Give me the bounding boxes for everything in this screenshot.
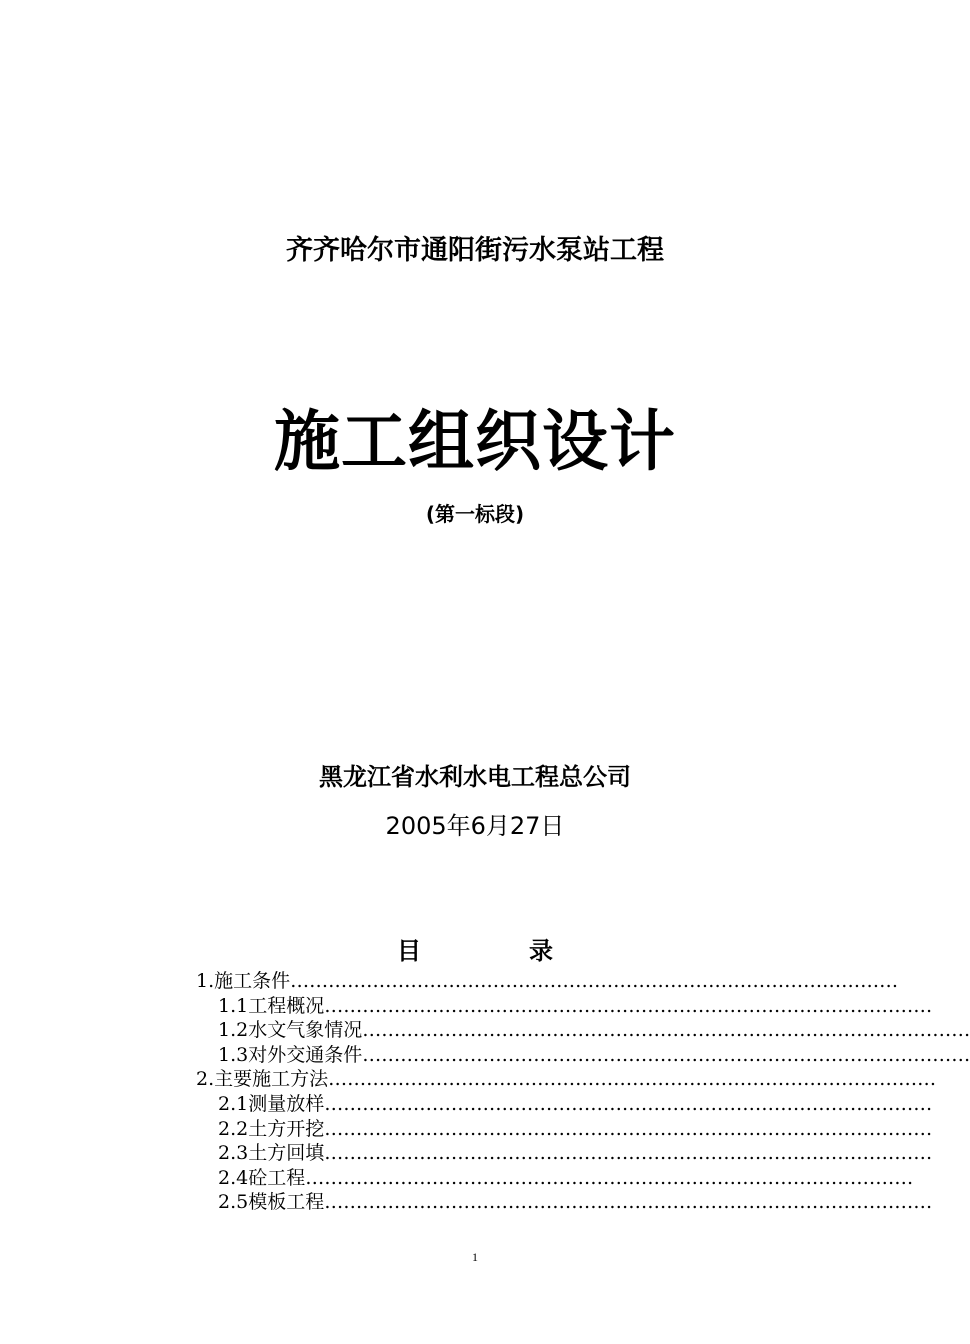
toc-item-label: 2.4砼工程 xyxy=(218,1166,306,1189)
toc-item-label: 2.1测量放样 xyxy=(218,1092,325,1115)
toc-item-label: 2.5模板工程 xyxy=(218,1191,325,1214)
toc-leader: …………………………………………………………………………………… xyxy=(324,1142,933,1165)
document-date: 2005年6月27日 xyxy=(385,812,565,840)
toc-item[interactable] xyxy=(196,1166,914,1191)
toc-leader: …………………………………………………………………………………… xyxy=(362,1043,970,1066)
table-of-contents xyxy=(196,969,970,1215)
toc-leader: …………………………………………………………………………………… xyxy=(324,1092,933,1115)
toc-item-label: 2.3土方回填 xyxy=(218,1142,325,1165)
toc-item[interactable] xyxy=(196,1190,933,1215)
toc-item-label: 2.主要施工方法 xyxy=(196,1068,329,1091)
document-title: 施工组织设计 xyxy=(274,403,676,480)
toc-item[interactable] xyxy=(196,1141,933,1166)
toc-leader: …………………………………………………………………………………… xyxy=(324,994,933,1017)
toc-item-label: 1.1工程概况 xyxy=(218,994,325,1017)
toc-heading xyxy=(0,931,950,966)
toc-heading-right: 录 xyxy=(529,937,553,965)
toc-item-label: 1.3对外交通条件 xyxy=(218,1043,363,1066)
toc-leader: …………………………………………………………………………………… xyxy=(328,1068,937,1091)
toc-leader: …………………………………………………………………………………… xyxy=(290,970,899,992)
toc-heading-left: 目 xyxy=(397,937,421,965)
toc-item[interactable] xyxy=(196,1043,970,1068)
section-subtitle: (第一标段) xyxy=(425,502,525,526)
toc-leader: …………………………………………………………………………………… xyxy=(362,1019,970,1042)
toc-item-label: 1.施工条件 xyxy=(196,970,291,992)
toc-item[interactable] xyxy=(196,1018,970,1043)
toc-item[interactable] xyxy=(196,969,899,994)
toc-leader: …………………………………………………………………………………… xyxy=(305,1166,914,1189)
toc-item[interactable] xyxy=(196,1117,933,1142)
company-name: 黑龙江省水利水电工程总公司 xyxy=(319,763,631,791)
toc-item-label: 1.2水文气象情况 xyxy=(218,1019,363,1042)
toc-item[interactable] xyxy=(196,994,933,1019)
toc-item[interactable] xyxy=(196,1092,933,1117)
project-title: 齐齐哈尔市通阳街污水泵站工程 xyxy=(286,235,664,266)
page-number: 1 xyxy=(472,1250,478,1264)
toc-item[interactable] xyxy=(196,1067,937,1092)
toc-leader: …………………………………………………………………………………… xyxy=(324,1117,933,1140)
toc-item-label: 2.2土方开挖 xyxy=(218,1117,325,1140)
toc-leader: …………………………………………………………………………………… xyxy=(324,1191,933,1214)
